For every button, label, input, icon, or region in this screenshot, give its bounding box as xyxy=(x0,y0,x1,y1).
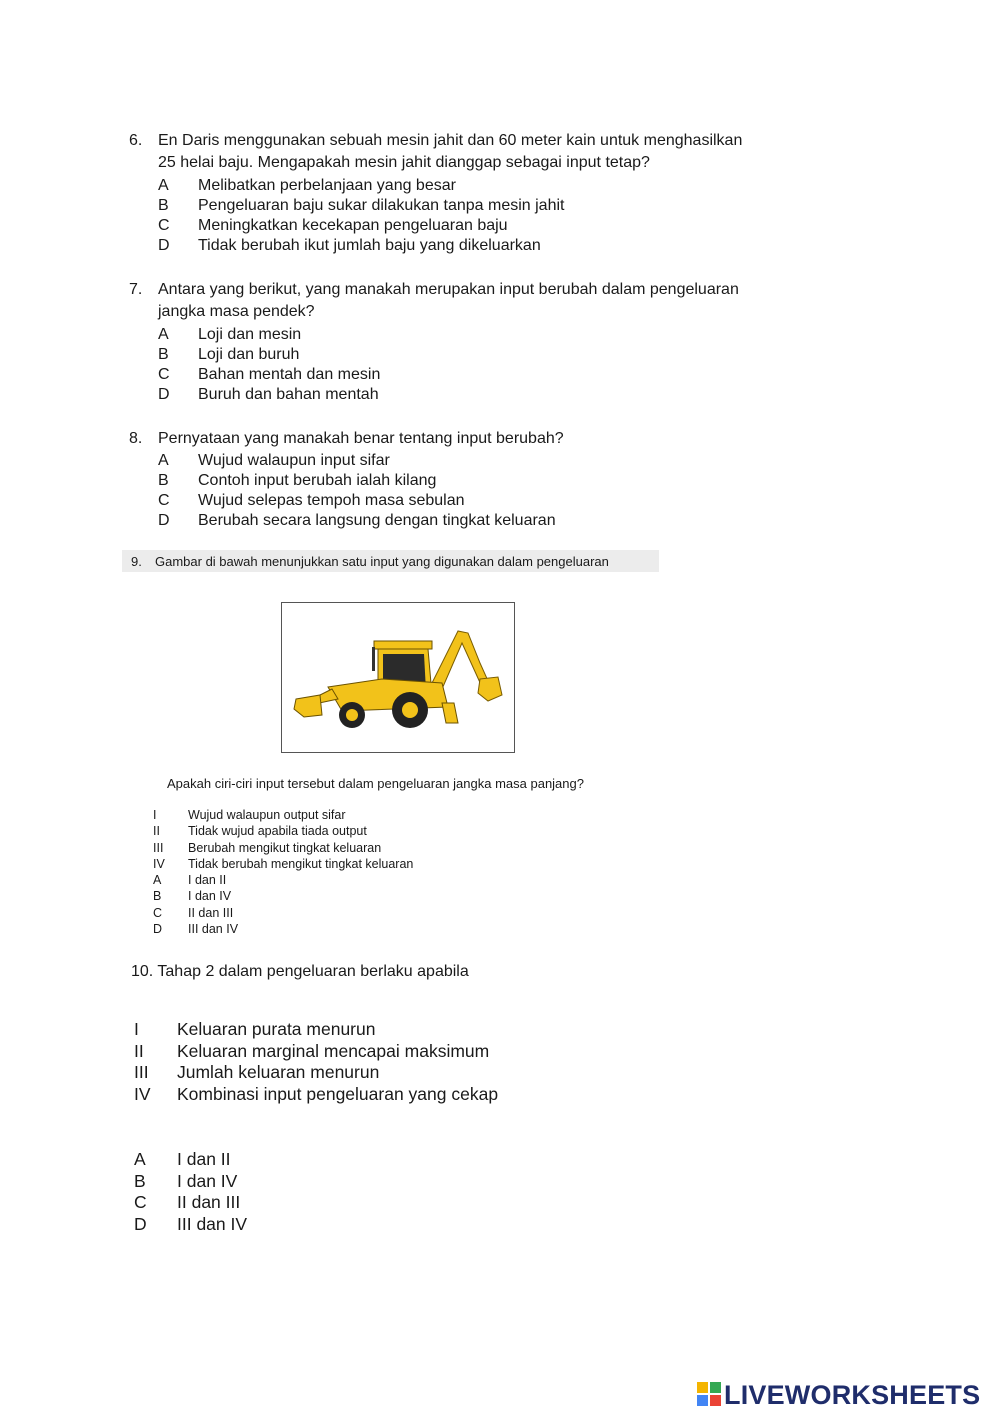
option-key: D xyxy=(158,386,170,403)
option-key: C xyxy=(158,217,170,234)
q7-text-line1: Antara yang berikut, yang manakah merupakan input berubah dalam pengeluaran xyxy=(158,281,739,298)
statement-key: I xyxy=(134,1019,139,1039)
option-text: III dan IV xyxy=(177,1213,248,1234)
liveworksheets-logo xyxy=(697,1378,997,1410)
option-key: C xyxy=(158,366,170,383)
q9-header-band xyxy=(122,550,659,572)
option-text: I dan IV xyxy=(177,1170,238,1191)
statement-key: IV xyxy=(134,1083,151,1104)
q9-text-line1: Gambar di bawah menunjukkan satu input yang digunakan dalam pengeluaran xyxy=(155,554,609,569)
q9-question: Apakah ciri-ciri input tersebut dalam pengeluaran jangka masa panjang? xyxy=(167,776,584,791)
backhoe-loader-illustration xyxy=(282,603,514,752)
statement-text: Kombinasi input pengeluaran yang cekap xyxy=(177,1083,499,1104)
option-key: A xyxy=(153,873,162,888)
statement-key: II xyxy=(134,1040,144,1061)
statement-key: I xyxy=(153,808,157,822)
option-key: C xyxy=(153,905,163,920)
option-key: B xyxy=(158,346,169,363)
option-text: Melibatkan perbelanjaan yang besar xyxy=(198,177,456,194)
option-text: II dan III xyxy=(188,905,234,920)
q9-number: 9. xyxy=(131,554,142,569)
backhoe-image xyxy=(281,602,515,753)
statement-key: III xyxy=(134,1062,149,1082)
statement-text: Keluaran purata menurun xyxy=(177,1019,376,1039)
option-text: Buruh dan bahan mentah xyxy=(198,386,379,403)
q7-number: 7. xyxy=(129,281,143,298)
option-key: D xyxy=(158,512,170,529)
option-text: Contoh input berubah ialah kilang xyxy=(198,472,437,489)
option-text: II dan III xyxy=(177,1192,241,1212)
statement-text: Jumlah keluaran menurun xyxy=(177,1062,380,1082)
option-key: A xyxy=(158,326,169,343)
q6-number: 6. xyxy=(129,132,143,149)
option-text: Loji dan buruh xyxy=(198,346,300,363)
option-text: I dan IV xyxy=(188,889,232,904)
statement-text: Wujud walaupun output sifar xyxy=(188,808,346,822)
option-text: Meningkatkan kecekapan pengeluaran baju xyxy=(198,217,508,234)
option-text: Bahan mentah dan mesin xyxy=(198,366,381,383)
q8-text-line1: Pernyataan yang manakah benar tentang input berubah? xyxy=(158,430,564,447)
q10-text-line1: 10. Tahap 2 dalam pengeluaran berlaku apabila xyxy=(131,963,469,980)
liveworksheets-logo-text: LIVEWORKSHEETS xyxy=(724,1380,981,1410)
option-key: D xyxy=(153,922,163,937)
statement-key: II xyxy=(153,824,160,839)
q6-text-line2: 25 helai baju. Mengapakah mesin jahit dianggap sebagai input tetap? xyxy=(158,154,650,171)
statement-text: Berubah mengikut tingkat keluaran xyxy=(188,840,382,855)
option-key: B xyxy=(153,889,162,904)
option-key: D xyxy=(134,1213,147,1234)
q7-text-line2: jangka masa pendek? xyxy=(158,303,315,320)
option-key: C xyxy=(158,492,170,509)
statement-key: IV xyxy=(153,856,165,871)
statement-key: III xyxy=(153,840,164,855)
option-key: B xyxy=(158,472,169,489)
option-text: III dan IV xyxy=(188,922,239,937)
option-key: B xyxy=(158,197,169,214)
option-key: C xyxy=(134,1192,147,1212)
option-text: Pengeluaran baju sukar dilakukan tanpa mesin jahit xyxy=(198,197,565,214)
option-key: A xyxy=(134,1149,146,1169)
statement-text: Keluaran marginal mencapai maksimum xyxy=(177,1040,490,1061)
option-text: Loji dan mesin xyxy=(198,326,302,343)
q6-text-line1: En Daris menggunakan sebuah mesin jahit dan 60 meter kain untuk menghasilkan xyxy=(158,132,743,149)
option-text: Wujud walaupun input sifar xyxy=(198,452,390,469)
option-text: Tidak berubah ikut jumlah baju yang dikeluarkan xyxy=(198,237,541,254)
liveworksheets-logo-icon xyxy=(697,1382,721,1406)
option-key: B xyxy=(134,1170,146,1191)
statement-text: Tidak berubah mengikut tingkat keluaran xyxy=(188,856,414,871)
option-text: I dan II xyxy=(188,873,227,888)
statement-text: Tidak wujud apabila tiada output xyxy=(188,824,367,839)
option-key: A xyxy=(158,452,169,469)
option-text: Berubah secara langsung dengan tingkat keluaran xyxy=(198,512,556,529)
option-key: D xyxy=(158,237,170,254)
q8-number: 8. xyxy=(129,430,143,447)
option-text: I dan II xyxy=(177,1149,231,1169)
option-text: Wujud selepas tempoh masa sebulan xyxy=(198,492,465,509)
option-key: A xyxy=(158,177,169,194)
